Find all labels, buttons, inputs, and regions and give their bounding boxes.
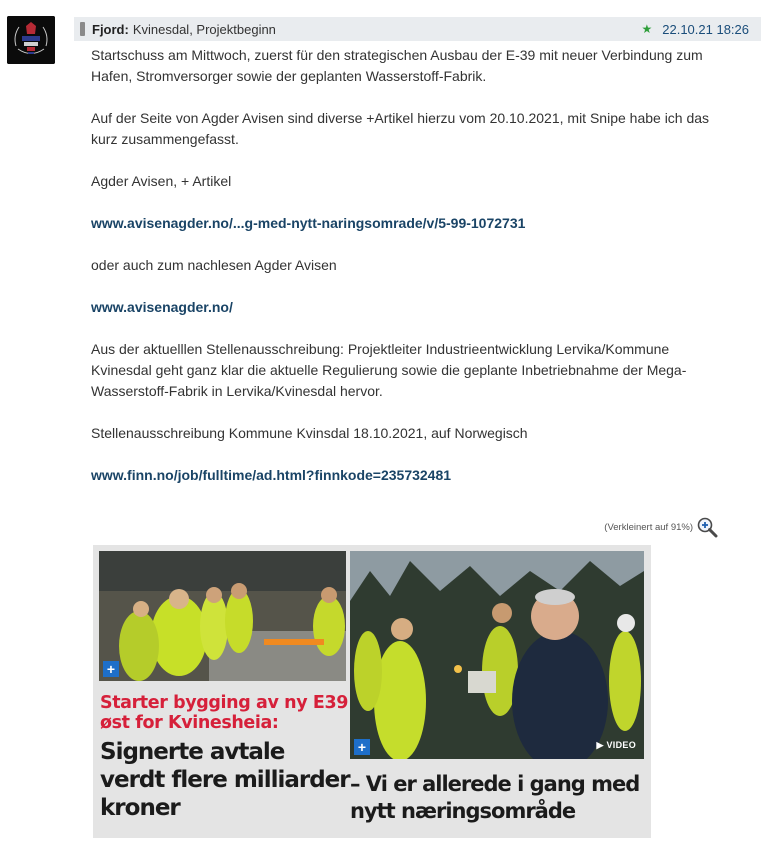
headline-kicker: Starter bygging av ny E39 øst for Kvinesheia:	[100, 693, 349, 733]
plus-badge: +	[103, 661, 119, 677]
paragraph: oder auch zum nachlesen Agder Avisen	[91, 257, 337, 273]
zoom-in-icon[interactable]	[696, 516, 718, 538]
article-link[interactable]: www.avisenagder.no/...g-med-nytt-naringsomrade/v/5-99-1072731	[91, 215, 526, 231]
paragraph: Stellenausschreibung Kommune Kvinsdal 18.10.2021, auf Norwegisch	[91, 425, 528, 441]
post-body	[91, 45, 731, 507]
paragraph: Auf der Seite von Agder Avisen sind diverse +Artikel hierzu vom 20.10.2021, mit Snipe habe ich das kurz zusammengefasst.	[91, 110, 710, 147]
paragraph: Startschuss am Mittwoch, zuerst für den strategischen Ausbau der E-39 mit neuer Verbindung zum Hafen, Stromversorger sowie der geplanten Wasserstoff-Fabrik.	[91, 47, 703, 84]
post-author[interactable]: Fjord:	[92, 21, 129, 37]
post-icon	[80, 22, 85, 36]
job-link[interactable]: www.finn.no/job/fulltime/ad.html?finnkode=235732481	[91, 467, 452, 483]
user-avatar[interactable]	[7, 16, 55, 64]
photo-right	[350, 551, 644, 759]
post-title: Kvinesdal, Projektbeginn	[132, 21, 276, 37]
plus-badge: +	[354, 739, 370, 755]
homepage-link[interactable]: www.avisenagder.no/	[91, 299, 233, 315]
paragraph: Aus der aktuelllen Stellenausschreibung: Projektleiter Industrieentwicklung Lervika/Kommune Kvinesdal geht ganz klar die aktuelle Regulierung sowie die geplante Inbetriebnahme der Mega-Wasserstoff-Fabrik in Lervika/Kvinesdal hervor.	[91, 341, 687, 399]
star-icon[interactable]: ★	[641, 22, 653, 36]
photo-left	[99, 551, 346, 681]
resize-note-text: (Verkleinert auf 91%)	[604, 521, 693, 533]
headline-left: Signerte avtale verdt flere milliarder kroner	[100, 739, 350, 821]
post-date[interactable]: 22.10.21 18:26	[662, 21, 749, 37]
embedded-image[interactable]	[93, 545, 651, 838]
resize-note	[560, 516, 718, 538]
headline-right: – Vi er allerede i gang med nytt næringsområde	[350, 772, 640, 823]
paragraph: Agder Avisen, + Artikel	[91, 173, 232, 189]
video-label: ▶ VIDEO	[596, 740, 636, 750]
post-header	[74, 17, 761, 41]
